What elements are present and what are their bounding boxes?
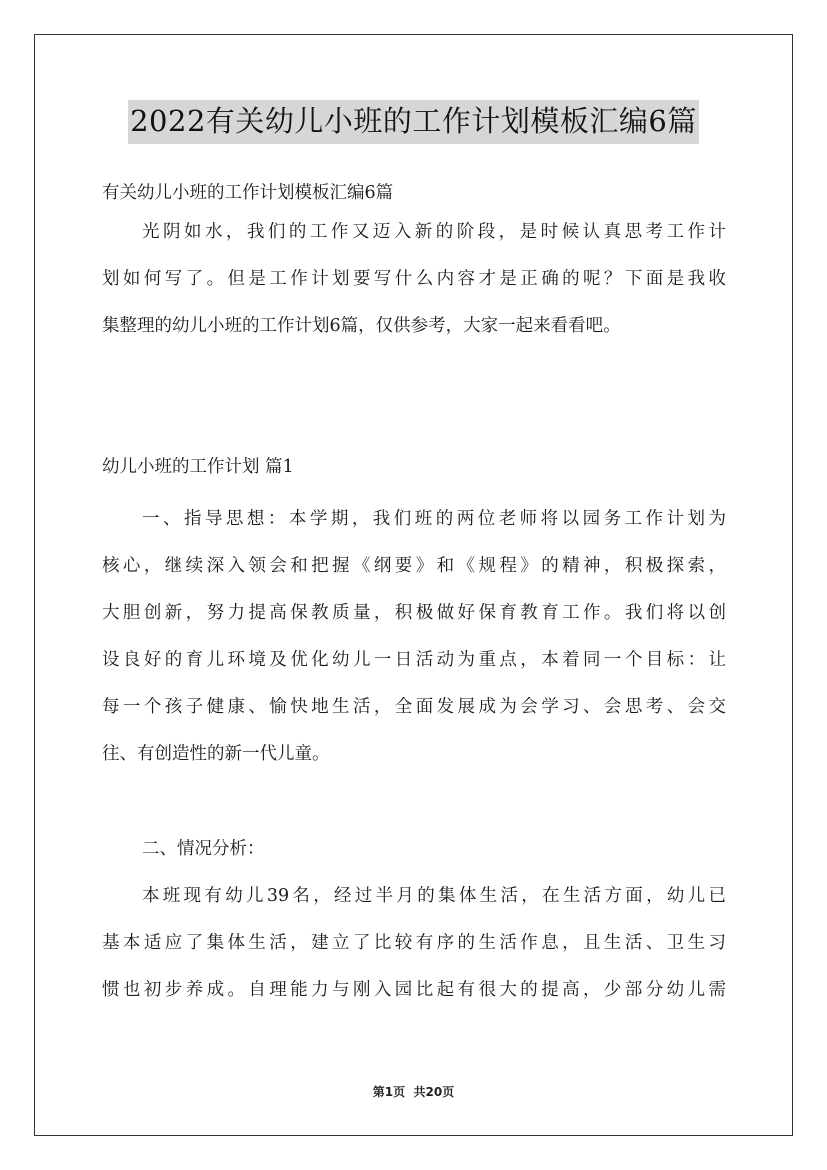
guiding-line: 一、指导思想：本学期，我们班的两位老师将以园务工作计划为 <box>142 509 726 529</box>
section-heading: 幼儿小班的工作计划 篇1 <box>102 457 294 477</box>
document-title: 2022有关幼儿小班的工作计划模板汇编6篇 <box>128 100 699 144</box>
guiding-line: 大胆创新，努力提高保教质量，积极做好保育教育工作。我们将以创 <box>102 603 726 623</box>
intro-line: 划如何写了。但是工作计划要写什么内容才是正确的呢？下面是我收 <box>102 269 726 289</box>
analysis-line: 本班现有幼儿39名，经过半月的集体生活，在生活方面，幼儿已 <box>142 886 726 906</box>
intro-line: 光阴如水，我们的工作又迈入新的阶段，是时候认真思考工作计 <box>142 222 726 242</box>
guiding-line: 往、有创造性的新一代儿童。 <box>102 744 330 764</box>
guiding-paragraph <box>102 496 726 778</box>
guiding-line: 设良好的育儿环境及优化幼儿一日活动为重点，本着同一个目标：让 <box>102 650 726 670</box>
guiding-line: 每一个孩子健康、愉快地生活，全面发展成为会学习、会思考、会交 <box>102 697 726 717</box>
analysis-heading-block <box>102 826 726 873</box>
document-subtitle: 有关幼儿小班的工作计划模板汇编6篇 <box>102 183 394 203</box>
title-area <box>0 100 827 144</box>
intro-paragraph <box>102 209 726 350</box>
analysis-line: 基本适应了集体生活，建立了比较有序的生活作息，且生活、卫生习 <box>102 933 726 953</box>
intro-line: 集整理的幼儿小班的工作计划6篇，仅供参考，大家一起来看看吧。 <box>102 316 621 336</box>
guiding-line: 核心，继续深入领会和把握《纲要》和《规程》的精神，积极探索， <box>102 556 726 576</box>
page-number: 第1页 共20页 <box>372 1085 455 1099</box>
analysis-heading: 二、情况分析： <box>142 839 265 859</box>
analysis-paragraph <box>102 873 726 1014</box>
analysis-line: 惯也初步养成。自理能力与刚入园比起有很大的提高，少部分幼儿需 <box>102 980 726 1000</box>
